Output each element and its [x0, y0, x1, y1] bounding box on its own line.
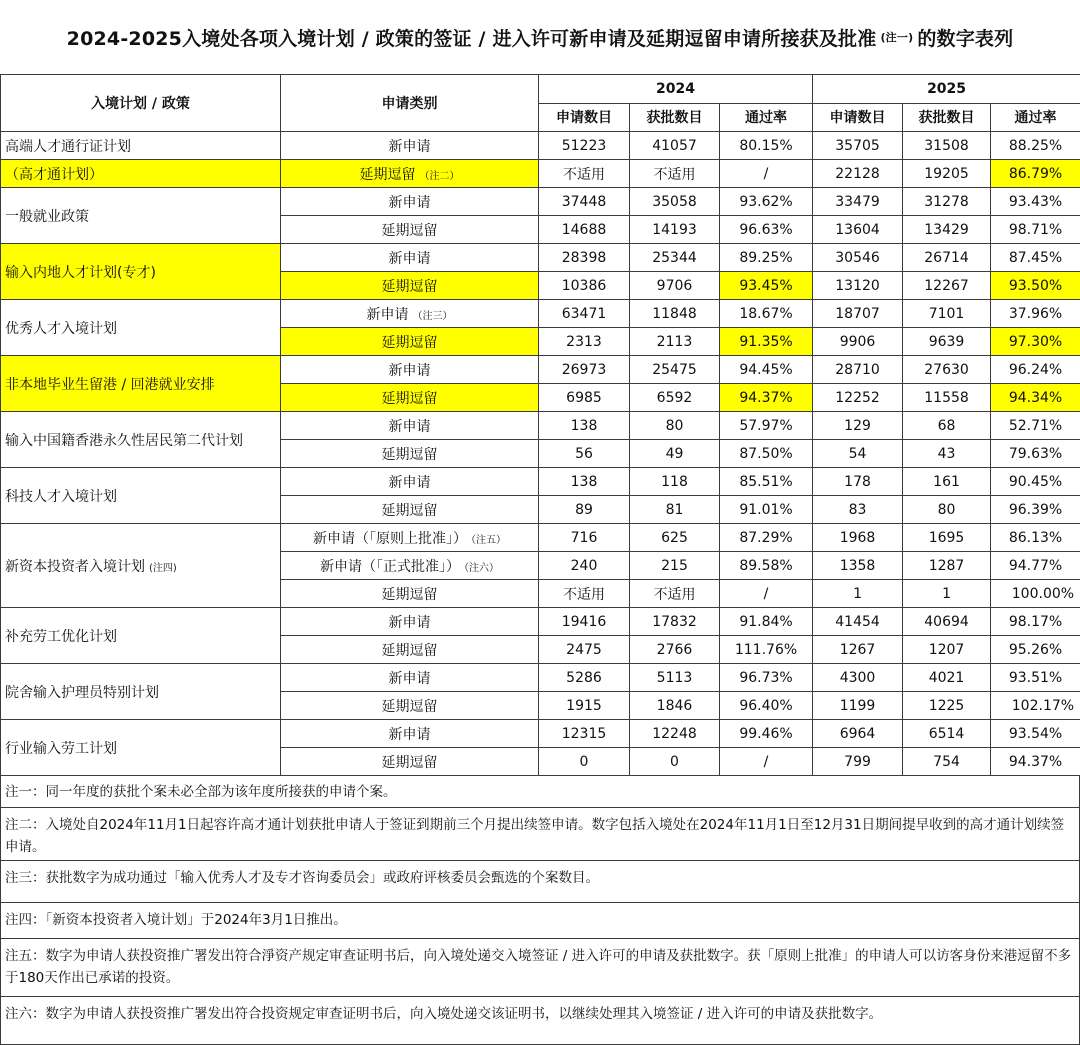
rate-2025: 87.45% — [991, 244, 1080, 272]
applied-2025: 54 — [813, 440, 903, 468]
applied-2024: 51223 — [539, 132, 630, 160]
rate-2025: 79.63% — [991, 440, 1080, 468]
footnote-6: 注六：数字为申请人获投资推广署发出符合投资规定审查证明书后，向入境处递交该证明书，以继续处理其入境签证 / 进入许可的申请及获批数字。 — [0, 997, 1080, 1045]
applied-2024: 19416 — [539, 608, 630, 636]
approved-2024: 0 — [630, 748, 720, 776]
category-cell: 新申请 （注三） — [281, 300, 539, 328]
scheme-cell: 输入内地人才计划(专才) — [1, 244, 281, 300]
approved-2025: 80 — [903, 496, 991, 524]
scheme-cell: 输入中国籍香港永久性居民第二代计划 — [1, 412, 281, 468]
applied-2025: 13604 — [813, 216, 903, 244]
approved-2025: 26714 — [903, 244, 991, 272]
rate-2025: 100.00% — [991, 580, 1080, 608]
approved-2025: 43 — [903, 440, 991, 468]
applied-2025: 12252 — [813, 384, 903, 412]
rate-2025: 94.34% — [991, 384, 1080, 412]
rate-2024: 80.15% — [720, 132, 813, 160]
category-cell: 新申请 — [281, 608, 539, 636]
table-row — [1, 468, 1080, 496]
approved-2025: 1225 — [903, 692, 991, 720]
category-cell: 延期逗留 — [281, 580, 539, 608]
applied-2024: 37448 — [539, 188, 630, 216]
header-year-2025: 2025 — [813, 75, 1080, 104]
approved-2024: 6592 — [630, 384, 720, 412]
table-row — [1, 664, 1080, 692]
approved-2025: 13429 — [903, 216, 991, 244]
category-cell: 延期逗留 — [281, 636, 539, 664]
title-suffix: 的数字表列 — [917, 27, 1014, 50]
applied-2024: 240 — [539, 552, 630, 580]
scheme-cell: 新资本投资者入境计划 (注四) — [1, 524, 281, 608]
category-cell: 延期逗留 （注二） — [281, 160, 539, 188]
header-approved: 获批数目 — [903, 103, 991, 132]
rate-2024: 96.40% — [720, 692, 813, 720]
applied-2024: 10386 — [539, 272, 630, 300]
table-row — [1, 188, 1080, 216]
approved-2025: 27630 — [903, 356, 991, 384]
header-approved: 获批数目 — [630, 103, 720, 132]
rate-2025: 95.26% — [991, 636, 1080, 664]
approved-2024: 9706 — [630, 272, 720, 300]
table-row — [1, 160, 1080, 188]
approved-2025: 11558 — [903, 384, 991, 412]
rate-2024: 85.51% — [720, 468, 813, 496]
approved-2024: 625 — [630, 524, 720, 552]
rate-2024: / — [720, 748, 813, 776]
approved-2024: 12248 — [630, 720, 720, 748]
approved-2024: 2113 — [630, 328, 720, 356]
approved-2024: 49 — [630, 440, 720, 468]
approved-2024: 11848 — [630, 300, 720, 328]
scheme-cell: 非本地毕业生留港 / 回港就业安排 — [1, 356, 281, 412]
applied-2024: 716 — [539, 524, 630, 552]
approved-2024: 25475 — [630, 356, 720, 384]
applied-2025: 4300 — [813, 664, 903, 692]
applied-2024: 不适用 — [539, 580, 630, 608]
category-cell: 延期逗留 — [281, 272, 539, 300]
category-cell: 延期逗留 — [281, 496, 539, 524]
approved-2025: 6514 — [903, 720, 991, 748]
approved-2025: 161 — [903, 468, 991, 496]
applied-2024: 63471 — [539, 300, 630, 328]
applied-2025: 13120 — [813, 272, 903, 300]
approved-2024: 1846 — [630, 692, 720, 720]
footnote-1: 注一：同一年度的获批个案未必全部为该年度所接获的申请个案。 — [0, 775, 1080, 808]
approved-2025: 31278 — [903, 188, 991, 216]
rate-2024: 93.45% — [720, 272, 813, 300]
footnote-5: 注五：数字为申请人获投资推广署发出符合淨资产规定审查证明书后，向入境处递交入境签证 / 进入许可的申请及获批数字。获「原则上批准」的申请人可以访客身份来港逗留不多于180天作出已承诺的投资。 — [0, 939, 1080, 997]
rate-2025: 88.25% — [991, 132, 1080, 160]
applied-2025: 178 — [813, 468, 903, 496]
category-cell: 新申请（「正式批准」） （注六） — [281, 552, 539, 580]
approved-2024: 118 — [630, 468, 720, 496]
rate-2025: 96.24% — [991, 356, 1080, 384]
applied-2024: 2475 — [539, 636, 630, 664]
approved-2024: 215 — [630, 552, 720, 580]
applied-2024: 不适用 — [539, 160, 630, 188]
category-cell: 新申请 — [281, 244, 539, 272]
category-cell: 新申请 — [281, 356, 539, 384]
approved-2025: 4021 — [903, 664, 991, 692]
approved-2025: 40694 — [903, 608, 991, 636]
rate-2024: 87.29% — [720, 524, 813, 552]
applied-2025: 30546 — [813, 244, 903, 272]
table-row — [1, 300, 1080, 328]
applied-2024: 12315 — [539, 720, 630, 748]
title-note: (注一) — [880, 31, 914, 44]
header-rate: 通过率 — [720, 103, 813, 132]
footnote-2: 注二：入境处自2024年11月1日起容许高才通计划获批申请人于签证到期前三个月提出续签申请。数字包括入境处在2024年11月1日至12月31日期间提早收到的高才通计划续签申请。 — [0, 808, 1080, 861]
category-cell: 新申请 — [281, 720, 539, 748]
approved-2025: 12267 — [903, 272, 991, 300]
applied-2024: 1915 — [539, 692, 630, 720]
rate-2025: 94.37% — [991, 748, 1080, 776]
approved-2024: 17832 — [630, 608, 720, 636]
category-cell: 延期逗留 — [281, 328, 539, 356]
approved-2024: 不适用 — [630, 160, 720, 188]
category-cell: 新申请 — [281, 188, 539, 216]
applied-2025: 1358 — [813, 552, 903, 580]
table-row — [1, 720, 1080, 748]
approved-2025: 1 — [903, 580, 991, 608]
rate-2025: 97.30% — [991, 328, 1080, 356]
applied-2025: 1968 — [813, 524, 903, 552]
rate-2024: 89.58% — [720, 552, 813, 580]
applied-2024: 5286 — [539, 664, 630, 692]
header-year-2024: 2024 — [539, 75, 813, 104]
applied-2025: 18707 — [813, 300, 903, 328]
scheme-cell: 科技人才入境计划 — [1, 468, 281, 524]
applied-2024: 26973 — [539, 356, 630, 384]
approved-2024: 5113 — [630, 664, 720, 692]
approved-2025: 1695 — [903, 524, 991, 552]
rate-2024: / — [720, 580, 813, 608]
category-cell: 新申请 — [281, 664, 539, 692]
scheme-cell: 行业输入劳工计划 — [1, 720, 281, 776]
rate-2024: 96.73% — [720, 664, 813, 692]
approved-2025: 1287 — [903, 552, 991, 580]
category-cell: 延期逗留 — [281, 692, 539, 720]
applied-2025: 799 — [813, 748, 903, 776]
approved-2024: 2766 — [630, 636, 720, 664]
applied-2025: 6964 — [813, 720, 903, 748]
applied-2024: 0 — [539, 748, 630, 776]
table-row — [1, 608, 1080, 636]
scheme-cell: 高端人才通行证计划 — [1, 132, 281, 160]
category-cell: 延期逗留 — [281, 216, 539, 244]
rate-2024: 18.67% — [720, 300, 813, 328]
rate-2025: 102.17% — [991, 692, 1080, 720]
rate-2025: 52.71% — [991, 412, 1080, 440]
header-scheme: 入境计划 / 政策 — [1, 75, 281, 132]
category-cell: 延期逗留 — [281, 748, 539, 776]
table-row — [1, 244, 1080, 272]
approved-2024: 14193 — [630, 216, 720, 244]
footnote-4: 注四：「新资本投资者入境计划」于2024年3月1日推出。 — [0, 903, 1080, 939]
header-rate: 通过率 — [991, 103, 1080, 132]
header-applied: 申请数目 — [813, 103, 903, 132]
approved-2025: 9639 — [903, 328, 991, 356]
rate-2024: 94.45% — [720, 356, 813, 384]
applied-2025: 129 — [813, 412, 903, 440]
applied-2025: 9906 — [813, 328, 903, 356]
page-title — [0, 0, 1080, 74]
rate-2025: 93.51% — [991, 664, 1080, 692]
rate-2025: 93.43% — [991, 188, 1080, 216]
category-cell: 新申请（「原则上批准」） （注五） — [281, 524, 539, 552]
category-cell: 新申请 — [281, 132, 539, 160]
rate-2024: / — [720, 160, 813, 188]
rate-2025: 98.17% — [991, 608, 1080, 636]
approved-2025: 31508 — [903, 132, 991, 160]
rate-2024: 91.35% — [720, 328, 813, 356]
category-cell: 新申请 — [281, 412, 539, 440]
rate-2025: 93.54% — [991, 720, 1080, 748]
rate-2025: 98.71% — [991, 216, 1080, 244]
rate-2024: 96.63% — [720, 216, 813, 244]
approved-2024: 25344 — [630, 244, 720, 272]
table-row — [1, 412, 1080, 440]
approved-2025: 68 — [903, 412, 991, 440]
rate-2024: 93.62% — [720, 188, 813, 216]
applied-2024: 138 — [539, 468, 630, 496]
approved-2024: 35058 — [630, 188, 720, 216]
applied-2025: 28710 — [813, 356, 903, 384]
approved-2024: 81 — [630, 496, 720, 524]
header-category: 申请类别 — [281, 75, 539, 132]
approved-2024: 不适用 — [630, 580, 720, 608]
applied-2025: 83 — [813, 496, 903, 524]
rate-2025: 94.77% — [991, 552, 1080, 580]
table-row — [1, 524, 1080, 552]
rate-2025: 86.79% — [991, 160, 1080, 188]
rate-2024: 91.01% — [720, 496, 813, 524]
approved-2025: 7101 — [903, 300, 991, 328]
scheme-cell: （高才通计划） — [1, 160, 281, 188]
applied-2025: 35705 — [813, 132, 903, 160]
header-applied: 申请数目 — [539, 103, 630, 132]
rate-2025: 37.96% — [991, 300, 1080, 328]
statistics-table — [0, 74, 1080, 776]
applied-2025: 22128 — [813, 160, 903, 188]
scheme-cell: 一般就业政策 — [1, 188, 281, 244]
rate-2024: 57.97% — [720, 412, 813, 440]
approved-2025: 1207 — [903, 636, 991, 664]
applied-2025: 1 — [813, 580, 903, 608]
rate-2025: 96.39% — [991, 496, 1080, 524]
category-cell: 延期逗留 — [281, 384, 539, 412]
rate-2024: 91.84% — [720, 608, 813, 636]
rate-2025: 93.50% — [991, 272, 1080, 300]
applied-2024: 14688 — [539, 216, 630, 244]
rate-2024: 94.37% — [720, 384, 813, 412]
applied-2025: 1199 — [813, 692, 903, 720]
applied-2024: 89 — [539, 496, 630, 524]
rate-2025: 90.45% — [991, 468, 1080, 496]
approved-2024: 80 — [630, 412, 720, 440]
applied-2025: 33479 — [813, 188, 903, 216]
footnote-3: 注三：获批数字为成功通过「输入优秀人才及专才咨询委员会」或政府评核委员会甄选的个案数目。 — [0, 861, 1080, 903]
scheme-cell: 院舍输入护理员特别计划 — [1, 664, 281, 720]
applied-2024: 28398 — [539, 244, 630, 272]
applied-2024: 56 — [539, 440, 630, 468]
applied-2024: 2313 — [539, 328, 630, 356]
rate-2024: 87.50% — [720, 440, 813, 468]
title-text: 2024-2025入境处各项入境计划 / 政策的签证 / 进入许可新申请及延期逗留申请所接获及批准 — [66, 27, 877, 50]
rate-2024: 89.25% — [720, 244, 813, 272]
applied-2025: 1267 — [813, 636, 903, 664]
scheme-cell: 优秀人才入境计划 — [1, 300, 281, 356]
applied-2024: 6985 — [539, 384, 630, 412]
rate-2024: 111.76% — [720, 636, 813, 664]
category-cell: 延期逗留 — [281, 440, 539, 468]
applied-2025: 41454 — [813, 608, 903, 636]
category-cell: 新申请 — [281, 468, 539, 496]
rate-2025: 86.13% — [991, 524, 1080, 552]
rate-2024: 99.46% — [720, 720, 813, 748]
table-row — [1, 356, 1080, 384]
approved-2025: 754 — [903, 748, 991, 776]
applied-2024: 138 — [539, 412, 630, 440]
approved-2024: 41057 — [630, 132, 720, 160]
approved-2025: 19205 — [903, 160, 991, 188]
table-row — [1, 132, 1080, 160]
scheme-cell: 补充劳工优化计划 — [1, 608, 281, 664]
